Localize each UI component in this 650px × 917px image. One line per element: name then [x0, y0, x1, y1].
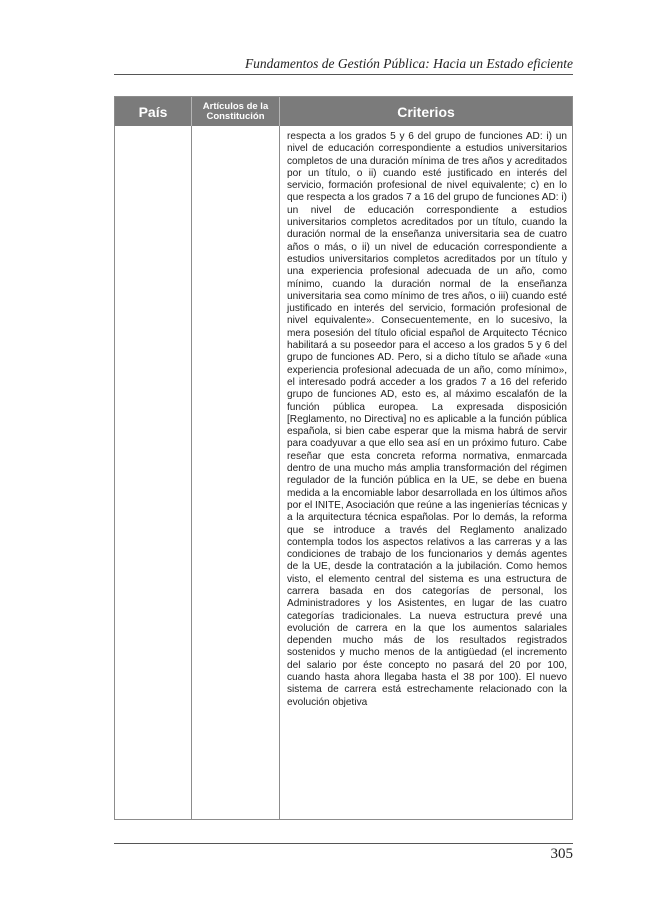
- column-header-pais: País: [138, 103, 168, 120]
- criterios-text: respecta a los grados 5 y 6 del grupo de funciones AD: i) un nivel de educación correspondiente a estudios universitarios completos de una duración mínima de tres años y acreditados por un título, o ii) cuando esté justificado en interés del servicio, formación profesional de nivel equivalente; c) en lo que respecta a los grados 7 a 16 del grupo de funciones AD: i) un nivel de educación correspondiente a estudios universitarios completos acreditados por un título, cuando la duración normal de la enseñanza universitaria sea de cuatro años o más, o ii) un nivel de educación correspondiente a estudios universitarios completos acreditados por un título y una experiencia profesional adecuada de un año, como mínimo, cuando la duración normal de la enseñanza universitaria sea como mínimo de tres años, o iii) cuando esté justificado en interés del servicio, formación profesional de nivel equivalente». Consecuentemente, en lo sucesivo, la mera posesión del título oficial español de Arquitecto Técnico habilitará a su poseedor para el acceso a los grados 5 y 6 del grupo de funciones AD. Pero, si a dicho título se añade «una experiencia profesional adecuada de un año, como mínimo», el interesado podrá acceder a los grados 7 a 16 del referido grupo de funciones AD, esto es, al máximo escalafón de la función pública europea. La expresada disposición [Reglamento, no Directiva] no es aplicable a la función pública española, si bien cabe esperar que la misma habrá de servir para coadyuvar a que ello sea así en un próximo futuro. Cabe reseñar que esta concreta reforma normativa, enmarcada dentro de una mucho más amplia transformación del régimen regulador de la función pública en la UE, se debe en buena medida a la encomiable labor desarrollada en los últimos años por el INITE, Asociación que reúne a las ingenierías técnicas y a la arquitectura técnica españolas. Por lo demás, la reforma que se introduce a través del Reglamento analizado contempla todos los aspectos relativos a las carreras y a las condiciones de trabajo de los funcionarios y demás agentes de la UE, desde la contratación a la jubilación. Como hemos visto, el elemento central del sistema es una estructura de carrera basada en dos categorías de personal, los Administradores y los Asistentes, en lugar de las cuatro categorías tradicionales. La nueva estructura prevé una evolución de carrera en la que los aumentos salariales dependen mucho más de los resultados registrados sostenidos y mucho menos de la antigüedad (el incremento del salario por éste concepto no pasará del 20 por 100, cuando hasta ahora llegaba hasta el 38 por 100). El nuevo sistema de carrera está estrechamente relacionado con la evolución objetiva: [287, 131, 567, 708]
- column-header-articulos: Artículos de la Constitución: [191, 97, 279, 126]
- footer-rule: [114, 843, 573, 844]
- cell-criterios: [279, 126, 572, 819]
- header-rule: [114, 74, 573, 75]
- cell-articulos: [191, 126, 279, 819]
- page-number: 305: [550, 846, 573, 862]
- table-row: [115, 126, 572, 819]
- running-title: Fundamentos de Gestión Pública: Hacia un Estado eficiente: [244, 56, 573, 71]
- table-header: [115, 97, 572, 126]
- criteria-table: [114, 96, 573, 820]
- cell-pais: [115, 126, 191, 819]
- column-header-criterios: Criterios: [279, 97, 572, 126]
